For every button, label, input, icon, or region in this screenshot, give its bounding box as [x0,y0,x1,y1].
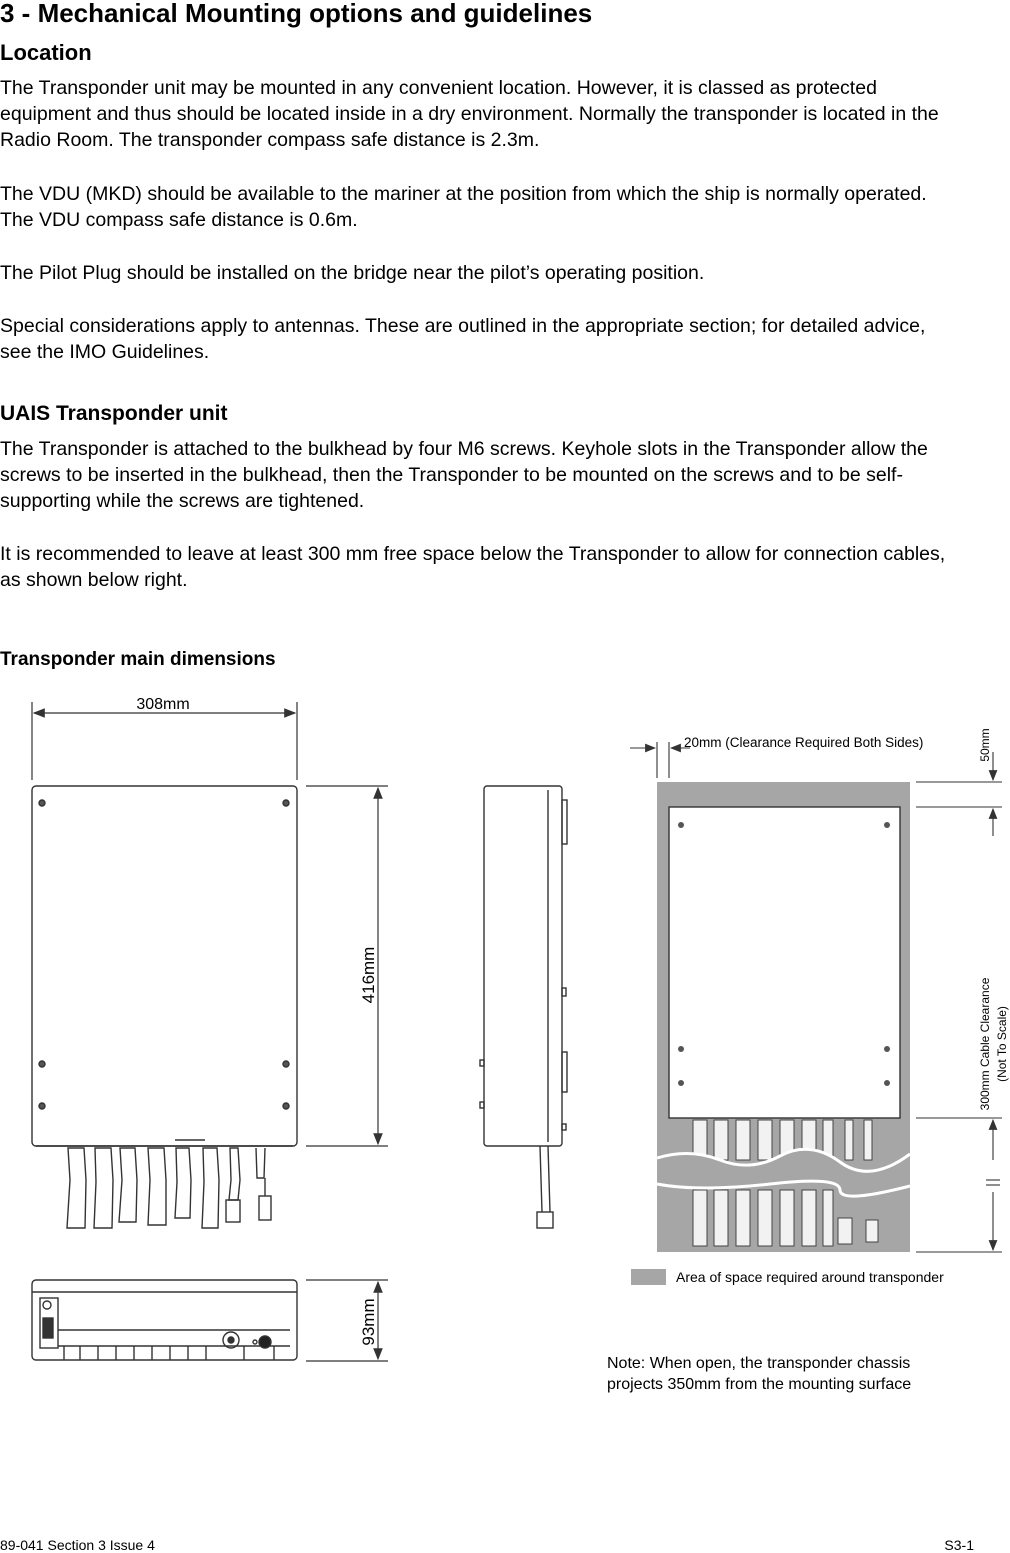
side-clearance-label: 20mm (Clearance Required Both Sides) [684,735,924,750]
top-clearance-dimension [916,752,1002,836]
side-view [480,786,567,1228]
not-to-scale-label: (Not To Scale) [995,1006,1009,1082]
width-dimension [32,702,297,780]
page-title: 3 - Mechanical Mounting options and guidelines [0,0,593,28]
uais-paragraph-1: The Transponder is attached to the bulkhead by four M6 screws. Keyhole slots in the Transponder allow the screws to be inserted in the bulkhead, then the Transponder to be mounted on the screws and to be self-supporting while the screws are tightened. [0,438,928,512]
legend-label: Area of space required around transponder [676,1269,944,1285]
cable-clearance-label: 300mm Cable Clearance [978,977,992,1111]
location-heading: Location [0,40,92,65]
clearance-diagram [657,782,910,1252]
cable-clearance-dimension [916,1118,1002,1252]
dimensions-heading: Transponder main dimensions [0,649,276,670]
location-paragraph-3: The Pilot Plug should be installed on the bridge near the pilot’s operating position. [0,262,705,284]
location-paragraph-4: Special considerations apply to antennas. These are outlined in the appropriate section; for detailed advice, see the IMO Guidelines. [0,315,926,363]
width-label: 308mm [136,696,190,713]
footer-left: 89-041 Section 3 Issue 4 [0,1537,155,1553]
bottom-view [32,1280,297,1360]
uais-heading: UAIS Transponder unit [0,402,228,425]
height-label: 416mm [359,946,378,1004]
location-paragraph-2: The VDU (MKD) should be available to the mariner at the position from which the ship is normally operated. The VDU compass safe distance is 0.6m. [0,183,927,231]
depth-label: 93mm [359,1298,378,1346]
location-paragraph-1: The Transponder unit may be mounted in any convenient location. However, it is classed as protected equipment and thus should be located inside in a dry environment. Normally the transponder is located in the Radio Room. The transponder compass safe distance is 2.3m. [0,77,939,151]
legend-swatch [631,1269,666,1285]
note-text: Note: When open, the transponder chassis projects 350mm from the mounting surface [607,1355,912,1393]
front-view [32,786,297,1228]
uais-paragraph-2: It is recommended to leave at least 300 mm free space below the Transponder to allow for connection cables, as shown below right. [0,543,946,591]
side-clearance-dimension [630,742,690,778]
footer-page-number: S3-1 [944,1537,974,1553]
top-clearance-label: 50mm [978,728,992,762]
dimension-drawings [0,680,1010,1380]
